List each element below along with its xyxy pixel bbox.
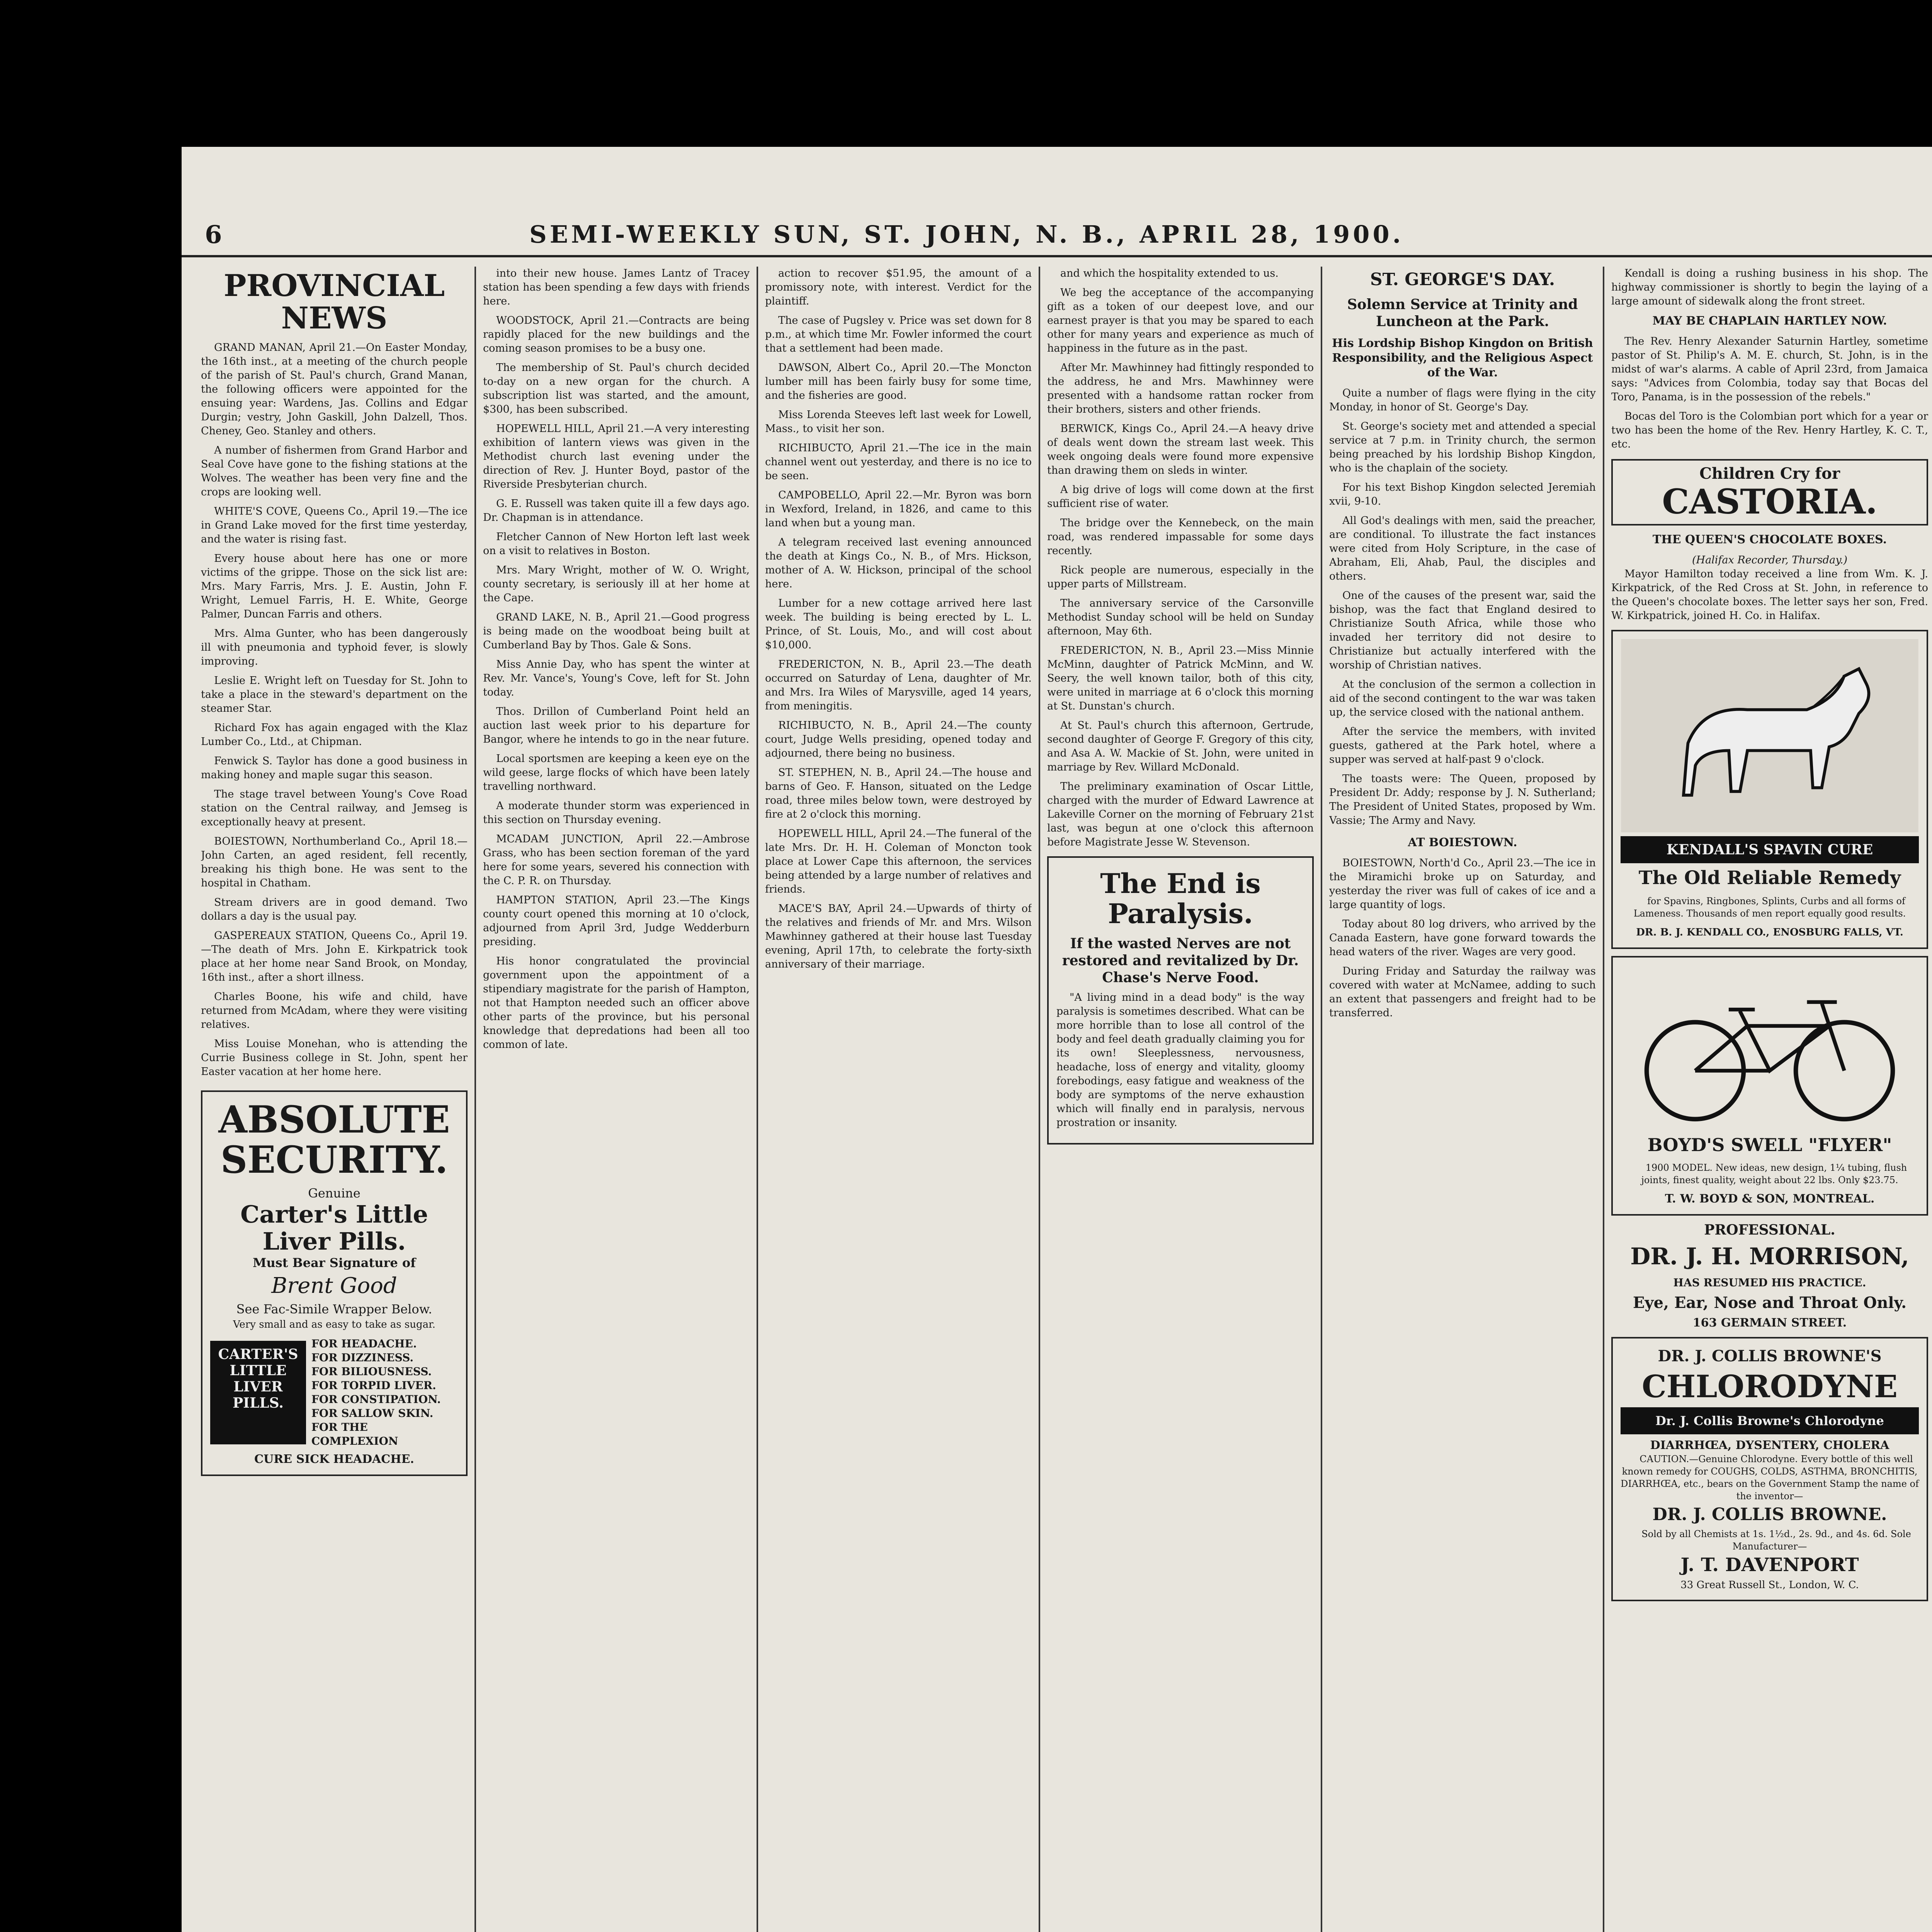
- paragraph: A number of fishermen from Grand Harbor and Seal Cove have gone to the fishing stations at the Wolves. The weather has been very fine and the crops are looking well.: [201, 444, 468, 498]
- ad-body: for Spavins, Ringbones, Splints, Curbs and all forms of Lameness. Thousands of men report equally good results.: [1633, 896, 1906, 919]
- paragraph: A big drive of logs will come down at the first sufficient rise of water.: [1047, 484, 1314, 510]
- ad-title: The Old Reliable Remedy: [1638, 867, 1901, 889]
- bicycle-illustration: [1621, 965, 1919, 1131]
- paragraph: FREDERICTON, N. B., April 23.—The death occurred on Saturday of Lena, daughter of Mr. and Mrs. Ira Wiles of Marysville, aged 14 years, from meningitis.: [765, 658, 1032, 712]
- paragraph: Mayor Hamilton today received a line from Wm. K. J. Kirkpatrick, of the Red Cross at St. John, in reference to the Queen's chocolate boxes. The letter says her son, Fred. W. Kirkpatrick, joined H. Co. in Halifax.: [1611, 568, 1928, 622]
- ad-body: CAUTION.—Genuine Chlorodyne. Every bottle of this well known remedy for COUGHS, COLDS, ASTHMA, BRONCHITIS, DIARRHŒA, etc., bears on the Government Stamp the name of the inventor—: [1621, 1454, 1919, 1502]
- paragraph: At St. Paul's church this afternoon, Gertrude, second daughter of George F. Gregory of this city, and Asa A. W. Mackie of St. John, were united in marriage by Rev. Willard McDonald.: [1047, 719, 1314, 773]
- ad-facsimile: See Fac-Simile Wrapper Below.: [236, 1302, 432, 1316]
- article-text: [201, 341, 468, 1079]
- article-heading: AT BOIESTOWN.: [1408, 836, 1517, 849]
- paragraph: GRAND LAKE, N. B., April 21.—Good progress is being made on the woodboat being built at Cumberland Bay by Thos. Gale & Sons.: [483, 611, 750, 651]
- paragraph: The membership of St. Paul's church decided to-day on a new organ for the church. A subscription list was started, and the amount, $300, has been subscribed.: [483, 362, 750, 415]
- paragraph: WOODSTOCK, April 21.—Contracts are being rapidly placed for the new buildings and the coming season promises to be a busy one.: [483, 315, 750, 354]
- doctor-line: 163 GERMAIN STREET.: [1692, 1316, 1847, 1330]
- paragraph: BERWICK, Kings Co., April 24.—A heavy drive of deals went down the stream last week. This week ongoing deals were found more expensive than drawing them on sleds in winter.: [1047, 423, 1314, 476]
- ad-cures: DIARRHŒA, DYSENTERY, CHOLERA: [1650, 1439, 1889, 1452]
- paragraph: ST. STEPHEN, N. B., April 24.—The house and barns of Geo. F. Hanson, situated on the Ledge road, three miles below town, were destroyed by fire at 2 o'clock this morning.: [765, 767, 1032, 820]
- article-source: (Halifax Recorder, Thursday.): [1692, 554, 1848, 566]
- ad-tag: Dr. J. Collis Browne's Chlorodyne: [1621, 1407, 1919, 1434]
- column-1: [201, 267, 468, 1932]
- paragraph: G. E. Russell was taken quite ill a few days ago. Dr. Chapman is in attendance.: [483, 498, 750, 524]
- paragraph: One of the causes of the present war, said the bishop, was the fact that England desired to Christianize South Africa, while those who invaded her territory did not desire to Christianize but actually interfered with the worship of Christian natives.: [1329, 590, 1596, 671]
- paragraph: Richard Fox has again engaged with the Klaz Lumber Co., Ltd., at Chipman.: [201, 722, 468, 748]
- use-item: FOR TORPID LIVER.: [311, 1379, 436, 1392]
- use-item: FOR THE COMPLEXION: [311, 1421, 398, 1447]
- paragraph: St. George's society met and attended a special service at 7 p.m. in Trinity church, the sermon being preached by his lordship Bishop Kingdon, who is the chaplain of the society.: [1329, 420, 1596, 474]
- section-heading: PROFESSIONAL.: [1704, 1222, 1835, 1238]
- paragraph: During Friday and Saturday the railway was covered with water at McNamee, adding to such an extent that passengers and freight had to be transferred.: [1329, 965, 1596, 1019]
- ad-address: 33 Great Russell St., London, W. C.: [1680, 1579, 1859, 1591]
- ad-maker: J. T. DAVENPORT: [1680, 1554, 1859, 1576]
- paragraph: For his text Bishop Kingdon selected Jeremiah xvii, 9-10.: [1329, 481, 1596, 507]
- use-item: FOR SALLOW SKIN.: [311, 1407, 434, 1420]
- paragraph: HOPEWELL HILL, April 21.—A very interesting exhibition of lantern views was given in the Methodist church last evening under the direction of Rev. J. Hunter Boyd, pastor of the Riverside Presbyterian church.: [483, 423, 750, 490]
- paragraph: After the service the members, with invited guests, gathered at the Park hotel, where a supper was served at half-past 9 o'clock.: [1329, 726, 1596, 765]
- column-rule: [1603, 267, 1604, 1932]
- running-head: SEMI-WEEKLY SUN, ST. JOHN, N. B., APRIL 28, 1900.: [529, 220, 1404, 248]
- paragraph: MACE'S BAY, April 24.—Upwards of thirty of the relatives and friends of Mr. and Mrs. Wilson Mawhinney gathered at their house last Tuesday evening, April 17th, to celebrate the forty-sixth anniversary of their marriage.: [765, 903, 1032, 970]
- column-6: [1611, 267, 1928, 1932]
- ad-product: Carter's Little Liver Pills.: [240, 1200, 428, 1255]
- paragraph: Rick people are numerous, especially in the upper parts of Millstream.: [1047, 564, 1314, 590]
- paragraph: A moderate thunder storm was experienced in this section on Thursday evening.: [483, 800, 750, 826]
- paragraph: The toasts were: The Queen, proposed by President Dr. Addy; response by J. N. Sutherland; The President of United States, proposed by Wm. Vassie; The Army and Navy.: [1329, 773, 1596, 827]
- ad-company: T. W. BOYD & SON, MONTREAL.: [1665, 1192, 1875, 1206]
- pill-box-label: CARTER'S LITTLE LIVER PILLS.: [210, 1341, 306, 1444]
- ad-title: The End is Paralysis.: [1100, 867, 1261, 930]
- paragraph: His honor congratulated the provincial government upon the appointment of a stipendiary magistrate for the parish of Hampton, not that Hampton needed such an officer above other parts of the province, but his personal knowledge that depredations had been all too common of late.: [483, 955, 750, 1051]
- use-item: FOR DIZZINESS.: [311, 1351, 414, 1364]
- paragraph: Fenwick S. Taylor has done a good business in making honey and maple sugar this season.: [201, 755, 468, 781]
- bicycle-ad: [1611, 956, 1928, 1216]
- carters-pills-ad: [201, 1090, 468, 1476]
- doctor-line: HAS RESUMED HIS PRACTICE.: [1673, 1276, 1866, 1289]
- ad-company: DR. B. J. KENDALL CO., ENOSBURG FALLS, VT.: [1636, 927, 1903, 938]
- nerve-food-ad: [1047, 856, 1314, 1145]
- column-4: [1047, 267, 1314, 1932]
- use-item: FOR HEADACHE.: [311, 1337, 417, 1350]
- paragraph: Thos. Drillon of Cumberland Point held an auction last week prior to his departure for Bangor, where he intends to go in the near future.: [483, 706, 750, 745]
- ad-cure: CURE SICK HEADACHE.: [254, 1452, 414, 1466]
- ad-body: "A living mind in a dead body" is the way paralysis is sometimes described. What can be more horrible than to lose all control of the body and feel death gradually claiming you for its own! Sleeplessness, nervousness, headache, loss of energy and vitality, gloomy forebodings, easy fatigue and weakness of the body are symptoms of the nerve exhaustion which will finally end in paralysis, nervous prostration or insanity.: [1056, 992, 1304, 1129]
- use-item: FOR CONSTIPATION.: [311, 1393, 441, 1406]
- column-3: [765, 267, 1032, 1932]
- ad-inventor: DR. J. COLLIS BROWNE.: [1652, 1505, 1887, 1524]
- doctor-line: Eye, Ear, Nose and Throat Only.: [1633, 1294, 1907, 1312]
- paragraph: MCADAM JUNCTION, April 22.—Ambrose Grass, who has been section foreman of the yard here for some years, severed his connection with the C. P. R. on Thursday.: [483, 833, 750, 887]
- paragraph: Leslie E. Wright left on Tuesday for St. John to take a place in the steward's department on the steamer Star.: [201, 675, 468, 714]
- paragraph: Today about 80 log drivers, who arrived by the Canada Eastern, have gone forward towards the head waters of the river. Wages are very good.: [1329, 918, 1596, 958]
- paragraph: into their new house. James Lantz of Tracey station has been spending a few days with friends here.: [483, 267, 750, 307]
- chlorodyne-ad: [1611, 1337, 1928, 1601]
- article-subhead: His Lordship Bishop Kingdon on British Responsibility, and the Religious Aspect of the War.: [1332, 337, 1593, 379]
- paragraph: RICHIBUCTO, N. B., April 24.—The county court, Judge Wells presiding, opened today and adjourned, there being no business.: [765, 719, 1032, 759]
- column-rule: [1321, 267, 1322, 1932]
- ad-subtitle: If the wasted Nerves are not restored and revitalized by Dr. Chase's Nerve Food.: [1062, 935, 1299, 986]
- article-heading: MAY BE CHAPLAIN HARTLEY NOW.: [1652, 314, 1887, 328]
- masthead: [182, 213, 1932, 257]
- paragraph: Charles Boone, his wife and child, have returned from McAdam, where they were visiting relatives.: [201, 991, 468, 1031]
- paragraph: At the conclusion of the sermon a collection in aid of the second contingent to the war was taken up, the service closed with the national anthem.: [1329, 679, 1596, 718]
- doctor-name: DR. J. H. MORRISON,: [1630, 1243, 1909, 1270]
- paragraph: Miss Annie Day, who has spent the winter at Rev. Mr. Vance's, Young's Cove, left for St. John today.: [483, 658, 750, 698]
- ad-title: CHLORODYNE: [1642, 1368, 1898, 1405]
- ad-box-row: [210, 1337, 458, 1448]
- paragraph: RICHIBUCTO, April 21.—The ice in the main channel went out yesterday, and there is no ice to be seen.: [765, 442, 1032, 482]
- ad-title: BOYD'S SWELL "FLYER": [1647, 1134, 1892, 1155]
- paragraph: A telegram received last evening announced the death at Kings Co., N. B., of Mrs. Hickson, mother of A. W. Hickson, principal of the school here.: [765, 536, 1032, 590]
- paragraph: The preliminary examination of Oscar Little, charged with the murder of Edward Lawrence at Lakeville Corner on the morning of February 21st last, was begun at one o'clock this afternoon before Magistrate Jesse W. Stevenson.: [1047, 781, 1314, 848]
- paragraph: GRAND MANAN, April 21.—On Easter Monday, the 16th inst., at a meeting of the church people of the parish of St. Paul's church, Grand Manan, the following officers were appointed for the ensuing year: Wardens, Jas. Collins and Edgar Durgin; vestry, John Gaskill, John Dalzell, Thos. Cheney, Geo. Stanley and others.: [201, 342, 468, 437]
- paragraph: We beg the acceptance of the accompanying gift as a token of our deepest love, and our earnest prayer is that you may be spared to each other for many years and experience as much of happiness in the future as in the past.: [1047, 287, 1314, 354]
- ad-body: Sold by all Chemists at 1s. 1½d., 2s. 9d., and 4s. 6d. Sole Manufacturer—: [1641, 1529, 1911, 1552]
- use-item: FOR BILIOUSNESS.: [311, 1365, 432, 1378]
- paragraph: BOIESTOWN, North'd Co., April 23.—The ice in the Miramichi broke up on Saturday, and yesterday the river was full of cakes of ice and a large quantity of logs.: [1329, 857, 1596, 911]
- paragraph: and which the hospitality extended to us.: [1060, 267, 1279, 279]
- page-number: 6: [205, 220, 222, 249]
- paragraph: Stream drivers are in good demand. Two dollars a day is the usual pay.: [201, 896, 468, 922]
- ad-body: 1900 MODEL. New ideas, new design, 1¼ tubing, flush joints, finest quality, weight about 22 lbs. Only $23.75.: [1641, 1162, 1907, 1185]
- ad-title: ABSOLUTE SECURITY.: [218, 1098, 450, 1182]
- paragraph: Mrs. Alma Gunter, who has been dangerously ill with pneumonia and typhoid fever, is slowly improving.: [201, 628, 468, 667]
- column-rule: [1039, 267, 1040, 1932]
- paragraph: FREDERICTON, N. B., April 23.—Miss Minnie McMinn, daughter of Patrick McMinn, and W. Seery, the well known tailor, both of this city, were united in marriage at 6 o'clock this morning at St. Dunstan's church.: [1047, 645, 1314, 712]
- paragraph: Mrs. Mary Wright, mother of W. O. Wright, county secretary, is seriously ill at her home at the Cape.: [483, 564, 750, 604]
- paragraph: The anniversary service of the Carsonville Methodist Sunday school will be held on Sunday afternoon, May 6th.: [1047, 597, 1314, 637]
- ad-small-note: Very small and as easy to take as sugar.: [233, 1319, 435, 1330]
- paragraph: Miss Lorenda Steeves left last week for Lowell, Mass., to visit her son.: [765, 409, 1032, 435]
- paragraph: The bridge over the Kennebeck, on the main road, was rendered impassable for some days recently.: [1047, 517, 1314, 557]
- paragraph: After Mr. Mawhinney had fittingly responded to the address, he and Mrs. Mawhinney were presented with a handsome rattan rocker from their brothers, sisters and other friends.: [1047, 362, 1314, 415]
- paragraph: Miss Louise Monehan, who is attending the Currie Business college in St. John, spent her Easter vacation at her home here.: [201, 1038, 468, 1078]
- paragraph: Quite a number of flags were flying in the city Monday, in honor of St. George's Day.: [1329, 387, 1596, 413]
- article-heading: THE QUEEN'S CHOCOLATE BOXES.: [1652, 533, 1887, 546]
- paragraph: DAWSON, Albert Co., April 20.—The Moncton lumber mill has been fairly busy for some time, and the fisheries are good.: [765, 362, 1032, 401]
- ad-title: CASTORIA.: [1662, 481, 1878, 522]
- article-heading: ST. GEORGE'S DAY.: [1370, 270, 1555, 289]
- paragraph: Kendall is doing a rushing business in his shop. The highway commissioner is shortly to begin the laying of a large amount of sidewalk along the front street.: [1611, 267, 1928, 307]
- paragraph: CAMPOBELLO, April 22.—Mr. Byron was born in Wexford, Ireland, in 1826, and came to this land when but a young man.: [765, 489, 1032, 529]
- kendall-label: KENDALL'S SPAVIN CURE: [1621, 836, 1919, 863]
- paragraph: The stage travel between Young's Cove Road station on the Central railway, and Jemseg is exceptionally heavy at present.: [201, 788, 468, 828]
- paragraph: The case of Pugsley v. Price was set down for 8 p.m., at which time Mr. Fowler informed the court that a settlement had been made.: [765, 315, 1032, 354]
- ad-top: Children Cry for: [1699, 464, 1840, 483]
- column-rule: [757, 267, 758, 1932]
- ad-name: DR. J. COLLIS BROWNE'S: [1658, 1347, 1882, 1365]
- ad-genuine: Genuine: [308, 1186, 361, 1201]
- paragraph: Local sportsmen are keeping a keen eye on the wild geese, large flocks of which have been lately travelling northward.: [483, 753, 750, 793]
- paragraph: The Rev. Henry Alexander Saturnin Hartley, sometime pastor of St. Philip's A. M. E. church, St. John, is in the midst of war's alarms. A cable of April 23rd, from Jamaica says: "Advices from Colombia, today say that Bocas del Toro, Panama, is in the possession of the rebels.": [1611, 335, 1928, 403]
- article-subhead: Solemn Service at Trinity and Luncheon at the Park.: [1347, 296, 1578, 330]
- paragraph: Bocas del Toro is the Colombian port which for a year or two has been the home of the Rev. Henry Hartley, K. C. T., etc.: [1611, 410, 1928, 450]
- paragraph: Fletcher Cannon of New Horton left last week on a visit to relatives in Boston.: [483, 531, 750, 557]
- column-5: [1329, 267, 1596, 1932]
- paragraph: Every house about here has one or more victims of the grippe. Those on the sick list are: Mrs. Mary Farris, Mrs. J. E. Austin, John F. Wright, Lemuel Farris, H. E. White, George Palmer, Duncan Farris and others.: [201, 553, 468, 620]
- uses-list: [311, 1337, 458, 1448]
- paragraph: action to recover $51.95, the amount of a promissory note, with interest. Verdict for the plaintiff.: [765, 267, 1032, 307]
- column-2: [483, 267, 750, 1932]
- column-rule: [474, 267, 476, 1932]
- paragraph: HOPEWELL HILL, April 24.—The funeral of the late Mrs. Dr. H. H. Coleman of Moncton took place at Lower Cape this afternoon, the services being attended by a large number of relatives and friends.: [765, 828, 1032, 895]
- signature-image: Brent Good: [271, 1273, 397, 1298]
- ad-must-bear: Must Bear Signature of: [253, 1255, 416, 1270]
- paragraph: BOIESTOWN, Northumberland Co., April 18.—John Carten, an aged resident, fell recently, breaking his thigh bone. He was sent to the hospital in Chatham.: [201, 835, 468, 889]
- paragraph: WHITE'S COVE, Queens Co., April 19.—The ice in Grand Lake moved for the first time yesterday, and the water is rising fast.: [201, 505, 468, 545]
- paragraph: HAMPTON STATION, April 23.—The Kings county court opened this morning at 10 o'clock, adjourned from April 3rd, Judge Wedderburn presiding.: [483, 894, 750, 948]
- paragraph: GASPEREAUX STATION, Queens Co., April 19.—The death of Mrs. John E. Kirkpatrick took place at her home near Sand Brook, on Monday, 16th inst., after a short illness.: [201, 930, 468, 983]
- castoria-ad: [1611, 459, 1928, 526]
- section-heading: PROVINCIAL NEWS: [223, 268, 445, 336]
- paragraph: Lumber for a new cottage arrived here last week. The building is being erected by L. L. Prince, of St. Louis, Mo., and will cost about $10,000.: [765, 597, 1032, 651]
- newspaper-page: [182, 147, 1932, 1932]
- kendall-ad: [1611, 630, 1928, 949]
- paragraph: All God's dealings with men, said the preacher, are conditional. To illustrate the fact instances were cited from Holy Scripture, in the case of Abraham, Eli, Ahab, Paul, the disciples and others.: [1329, 515, 1596, 582]
- horse-illustration: [1621, 639, 1919, 832]
